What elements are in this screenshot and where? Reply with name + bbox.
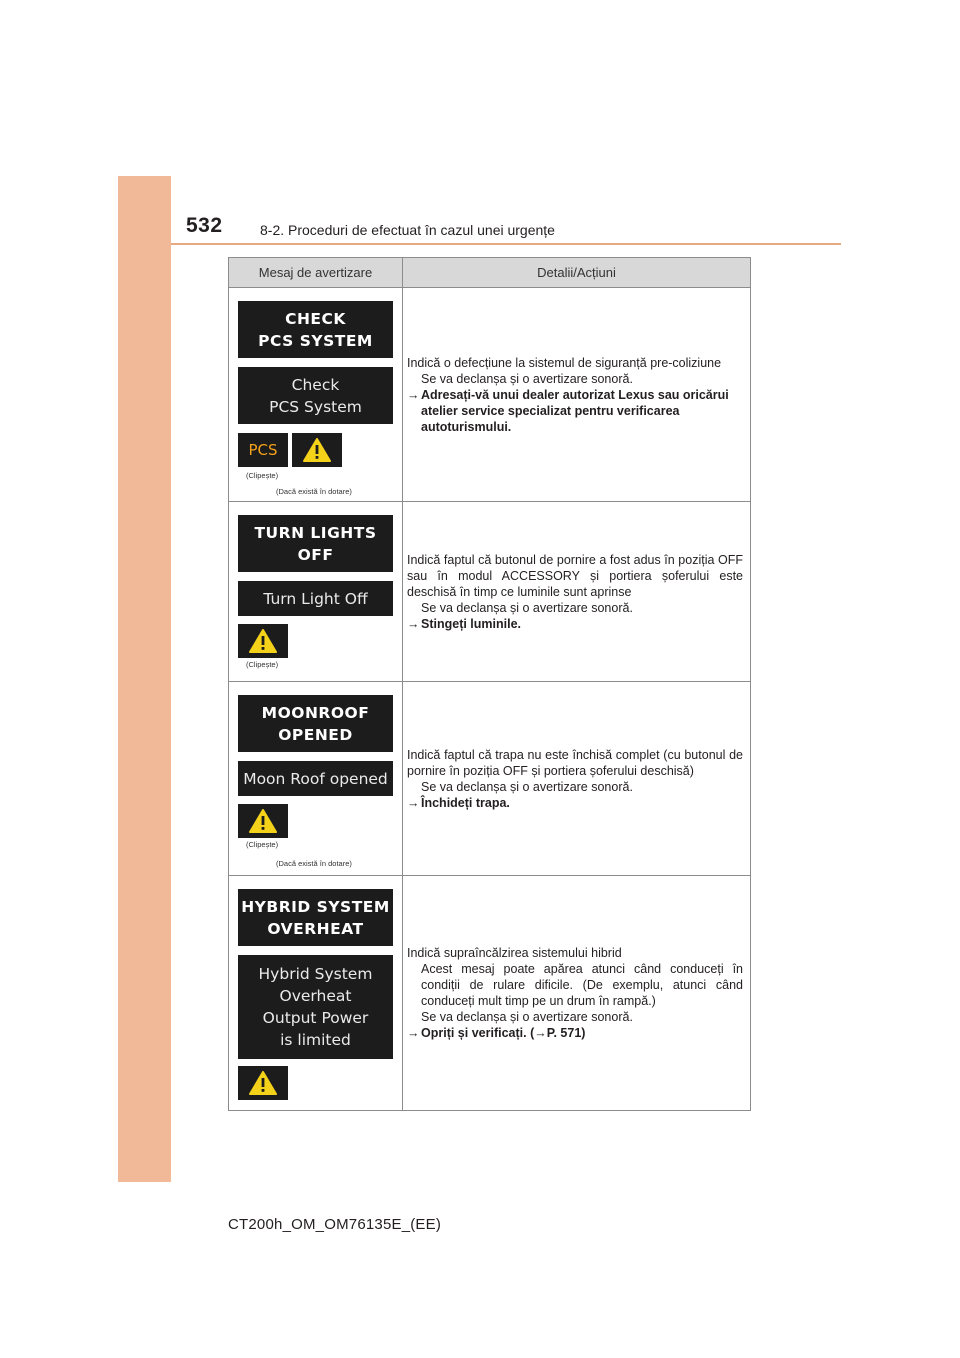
details-cell [403,876,751,1111]
chapter-sidebar-tab [118,176,171,1182]
description: Indică faptul că butonul de pornire a fost adus în poziția OFF sau în modul ACCESSORY și portiera șoferului este deschisă în timp ce luminile sunt aprinse [407,552,743,599]
section-title: 8-2. Proceduri de efectuat în cazul unei urgențe [260,222,555,238]
table-row [229,876,751,1111]
display-message-mixed: Check PCS System [238,367,393,424]
table-row [229,682,751,876]
display-message-mixed: Turn Light Off [238,581,393,616]
display-message-caps: CHECK PCS SYSTEM [238,301,393,358]
display-message-caps: MOONROOF OPENED [238,695,393,752]
action-instruction: → Opriți și verificați. (→P. 571) [407,1026,586,1040]
column-header-details: Detalii/Acțiuni [403,258,751,288]
note: Se va declanșa și o avertizare sonoră. [421,779,633,794]
message-cell [229,502,403,682]
arrow-right-icon: → [407,387,420,402]
description: Indică supraîncălzirea sistemului hibrid [407,946,622,960]
note: Se va declanșa și o avertizare sonoră. [421,371,633,386]
caption-if-equipped: (Dacă există în dotare) [276,487,352,496]
details-cell [403,682,751,876]
table-header-row [229,258,751,288]
pcs-icon-label: PCS [248,441,278,459]
note: Se va declanșa și o avertizare sonoră. [421,1010,633,1024]
caption-blink: (Clipește) [246,660,279,669]
warning-messages-table [228,257,751,1111]
details-cell [403,288,751,502]
document-code: CT200h_OM_OM76135E_(EE) [228,1216,442,1233]
table-row [229,288,751,502]
message-cell [229,288,403,502]
warning-triangle-icon [238,804,288,838]
pcs-icon [238,433,288,467]
note: Acest mesaj poate apărea atunci când conduceți în condiții de rulare dificile. (De exemplu, atunci când conduceți mult timp pe un drum în rampă.) [421,962,743,1008]
message-cell [229,682,403,876]
action-instruction: → Adresați-vă unui dealer autorizat Lexus sau oricărui atelier service specializat pentru verificarea autoturismului. [407,387,729,434]
display-message-caps: TURN LIGHTS OFF [238,515,393,572]
display-message-caps: HYBRID SYSTEM OVERHEAT [238,889,393,946]
note: Se va declanșa și o avertizare sonoră. [421,600,633,615]
description: Indică faptul că trapa nu este închisă complet (cu butonul de pornire în poziția OFF și portiera șoferului deschisă) [407,747,743,778]
description: Indică o defecțiune la sistemul de siguranță pre-coliziune [407,355,722,370]
warning-triangle-icon [238,624,288,658]
warning-triangle-icon [292,433,342,467]
details-cell [403,502,751,682]
arrow-right-icon: → [407,795,420,810]
page-reference: (→P. 571) [530,1026,586,1040]
header-divider [171,243,841,245]
message-cell [229,876,403,1111]
table-row [229,502,751,682]
arrow-right-icon: → [407,616,420,631]
caption-blink: (Clipește) [246,840,279,849]
caption-blink: (Clipește) [246,471,279,480]
action-instruction: → Stingeți luminile. [407,616,522,631]
column-header-message: Mesaj de avertizare [229,258,403,288]
caption-if-equipped: (Dacă există în dotare) [276,859,352,868]
action-instruction: → Închideți trapa. [407,795,510,810]
display-message-mixed: Moon Roof opened [238,761,393,796]
page-number: 532 [186,214,223,237]
warning-triangle-icon [238,1066,288,1100]
display-message-mixed: Hybrid System Overheat Output Power is limited [238,955,393,1059]
arrow-right-icon: → [407,1026,420,1040]
